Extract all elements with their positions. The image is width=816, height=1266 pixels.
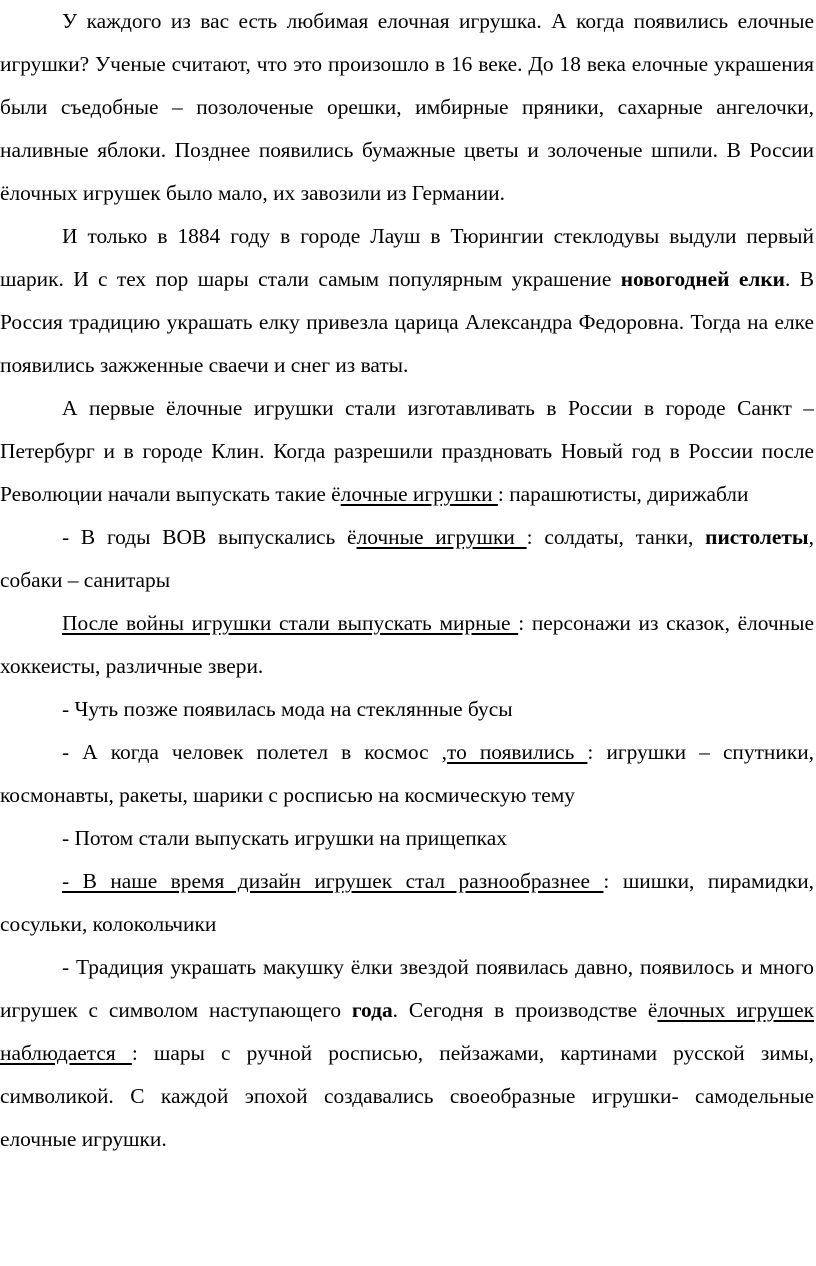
paragraph-3-underlined-text: лочные игрушки [340,482,498,506]
paragraph-9-text-b: : шишки, пирамидки, сосульки, колокольчики [0,869,815,936]
paragraph-7 [0,731,814,817]
paragraph-10-text-e: : шары с ручной росписью, пейзажами, картинами русской зимы, символикой. С каждой эпохой создавались своеобразные игрушки- самодельные елочные игрушки. [0,1041,814,1151]
paragraph-10-bold-text: года [351,998,393,1022]
paragraph-4-bold-text: пистолеты [705,525,809,549]
paragraph-4-text-a: - В годы ВОВ выпускались ё [62,525,357,549]
paragraph-9-underlined-text: - В наше время дизайн игрушек стал разнообразнее [62,869,604,893]
paragraph-8: - Потом стали выпускать игрушки на прищепках [62,826,507,850]
paragraph-2-text-c: . В Россия традицию украшать елку привезла царица Александра Федоровна. Тогда на елке появились зажженные сваечи и снег из ваты. [0,267,814,377]
paragraph-1: У каждого из вас есть любимая елочная игрушка. А когда появились елочные игрушки? Ученые считают, что это произошло в 16 веке. До 18 века елочные украшения были съедобные – позолоченые орешки, имбирные пряники, сахарные ангелочки, наливные яблоки. Позднее появились бумажные цветы и золоченые шпили. В России ёлочных игрушек было мало, их завозили из Германии. [0,9,814,205]
paragraph-4 [0,516,814,602]
paragraph-9 [0,860,814,946]
paragraph-5-underlined-text: После войны игрушки стали выпускать мирные [62,611,519,635]
paragraph-2-bold-text: новогодней елки [620,267,786,291]
paragraph-2-text-a: И только в 1884 году в городе Лауш в Тюрингии стеклодувы выдули первый шарик. И с тех пор шары стали самым популярным украшение [0,224,814,291]
paragraph-4-text-c: : солдаты, танки, [526,525,706,549]
paragraph-6: - Чуть позже появилась мода на стеклянные бусы [62,697,513,721]
paragraph-10 [0,946,814,1161]
paragraph-2 [0,215,814,387]
paragraph-7-text-c: : игрушки – спутники, космонавты, ракеты, шарики с росписью на космическую тему [0,740,815,807]
paragraph-5-text-b: : персонажи из сказок, ёлочные хоккеисты, различные звери. [0,611,814,678]
paragraph-3-text-c: : парашютисты, дирижабли [497,482,749,506]
paragraph-4-underlined-text: лочные игрушки [356,525,527,549]
paragraph-7-underlined-text: то появились [447,740,588,764]
paragraph-10-text-c: . Сегодня в производстве ё [392,998,658,1022]
paragraph-4-text-e: , собаки – санитары [0,525,814,592]
paragraph-10-text-a: - Традиция украшать макушку ёлки звездой появилась давно, появилось и много игрушек с символом наступающего [0,955,814,1022]
paragraph-3 [0,387,814,516]
paragraph-3-text-a: А первые ёлочные игрушки стали изготавливать в России в городе Санкт – Петербург и в городе Клин. Когда разрешили праздновать Новый год в России после Революции начали выпускать такие ё [0,396,814,506]
paragraph-10-underlined-text: лочных игрушек наблюдается [0,998,815,1065]
paragraph-7-text-a: - А когда человек полетел в космос , [62,740,447,764]
paragraph-5 [0,602,814,688]
